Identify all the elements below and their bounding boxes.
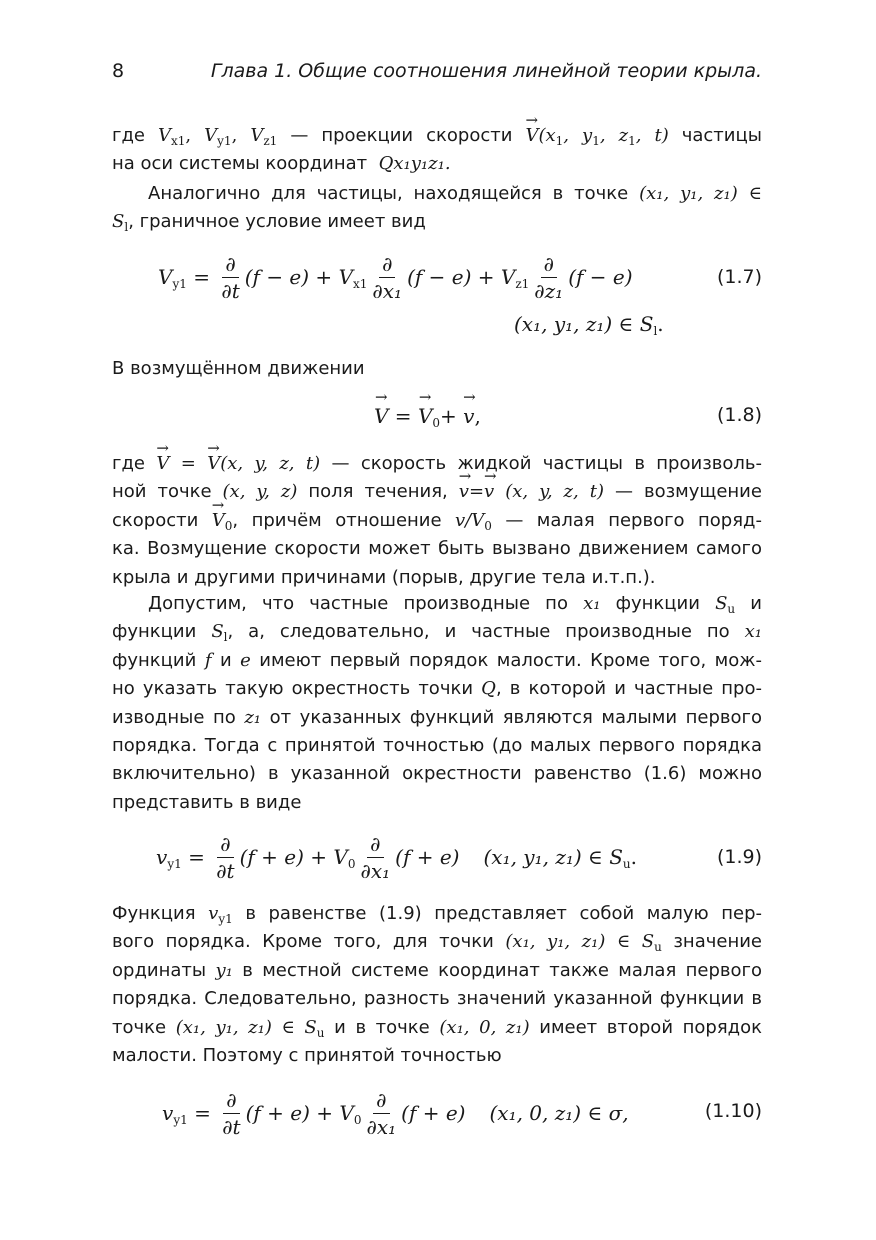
partial-fraction: $\frac{\partial}{\text{∂x₁}}$ xyxy=(360,831,391,883)
partial-fraction: $\frac{\partial}{\partial t}$ xyxy=(222,1087,241,1139)
text-line: точке (x₁, y₁, z₁) ∈ $S_u$ и в точке (x₁, 0, z₁) имеет второй порядок xyxy=(112,1016,762,1040)
math-velocity-vector: → $V(x_1$, $y_1$, $z_1$, t) xyxy=(525,125,668,146)
paragraph-perturbed-motion: В возмущённом движении xyxy=(112,358,365,379)
text-line: ординаты y₁ в местной системе координат также малая первого xyxy=(112,959,762,981)
text-line: порядка. Следовательно, разность значений указанной функции в xyxy=(112,988,762,1010)
text-line: но указать такую окрестность точки Q, в которой и частные про- xyxy=(112,678,762,700)
partial-fraction: $\frac{\partial}{\partial t}$ xyxy=(221,251,240,303)
paragraph-assumption xyxy=(112,590,762,817)
text-line: малости. Поэтому с принятой точностью xyxy=(112,1044,502,1066)
text-line: представить в виде xyxy=(112,791,302,813)
text-line: вого порядка. Кроме того, для точки (x₁, y₁, z₁) ∈ $S_u$ значение xyxy=(112,931,762,955)
equation-1-9 xyxy=(112,826,762,890)
text-line: ной точке (x, y, z) поля течения, → v=→ v (x, y, z, t) — возмущение xyxy=(112,478,762,506)
equation-number: (1.10) xyxy=(704,1100,762,1122)
paragraph-function-vy1 xyxy=(112,900,762,1070)
equation-number: (1.9) xyxy=(716,846,762,868)
book-page xyxy=(112,0,762,1240)
text-line: $S_l$, граничное условие имеет вид xyxy=(112,211,426,235)
text-line: включительно) в указанной окрестности равенство (1.6) можно xyxy=(112,763,762,785)
equation-body: $v_{y1}$ = $\frac{\partial}{\partial t}$ (f + e) + $V_0$ $\frac{\partial}{\text{∂x₁}}$ (f + e) (x₁, y₁, z₁) ∈ $S_u$. xyxy=(156,831,638,883)
equation-1-10 xyxy=(112,1082,762,1146)
text-line: изводные по z₁ от указанных функций являются малыми первого xyxy=(112,706,762,728)
math-coordinate-system: Qx₁y₁z₁. xyxy=(378,153,451,175)
paragraph-boundary-intro xyxy=(112,180,762,237)
chapter-title: Глава 1. Общие соотношения линейной теории крыла. xyxy=(210,60,762,82)
equation-body: → V = → $V_0$ + → v , xyxy=(374,400,481,432)
equation-1-7 xyxy=(112,246,762,346)
equation-1-8 xyxy=(112,396,762,436)
paragraph-projections xyxy=(112,122,762,179)
partial-fraction: $\frac{\partial}{\text{∂x₁}}$ xyxy=(372,251,403,303)
text-line: ка. Возмущение скорости может быть вызвано движением самого xyxy=(112,538,762,560)
text-line: функции $S_l$, а, следовательно, и частные производные по x₁ xyxy=(112,621,762,645)
equation-body: $V_{y1}$ = $\frac{\partial}{\partial t}$ (f − e) + $V_{x1}$ $\frac{\partial}{\text{∂x₁}}$ (f − e) + $V_{z1}$ $\frac{\partial}{\text{∂z₁}}$ (f − e) xyxy=(158,251,633,303)
text-line: функций f и e имеют первый порядок малости. Кроме того, мож- xyxy=(112,649,762,671)
text-line: крыла и другими причинами (порыв, другие тела и.т.п.). xyxy=(112,566,656,588)
text-line: порядка. Тогда с принятой точностью (до малых первого порядка xyxy=(112,734,762,756)
text-line: Аналогично для частицы, находящейся в точке (x₁, y₁, z₁) ∈ xyxy=(148,183,762,204)
text-line: где → V = → V(x, y, z, t) — скорость жидкой частицы в произволь- xyxy=(112,450,762,478)
math-sl: $S_l$ xyxy=(112,211,129,235)
text-line: скорости → $V_0$, причём отношение $v/V_0$ — малая первого поряд- xyxy=(112,507,762,535)
math-point: (x₁, y₁, z₁) ∈ xyxy=(639,183,762,204)
paragraph-velocity-definition xyxy=(112,450,762,592)
text-line: Допустим, что частные производные по x₁ функции $S_u$ и xyxy=(148,593,762,616)
text-line: Функция $v_{y1}$ в равенстве (1.9) представляет собой малую пер- xyxy=(112,903,762,926)
partial-fraction: $\frac{\partial}{\text{∂x₁}}$ xyxy=(366,1087,397,1139)
partial-fraction: $\frac{\partial}{\text{∂z₁}}$ xyxy=(534,251,564,303)
equation-number: (1.7) xyxy=(716,266,762,288)
text-line: где $V_{x1}$, $V_{y1}$, $V_{z1}$ — проекции скорости → $V(x_1$, $y_1$, $z_1$, t) частицы xyxy=(112,122,762,150)
math-vx1: $V_{x1}$, $V_{y1}$, $V_{z1}$ xyxy=(158,125,278,148)
running-header xyxy=(112,60,762,90)
text-line: на оси системы координат Qx₁y₁z₁. xyxy=(112,153,451,175)
page-number: 8 xyxy=(112,60,125,82)
partial-fraction: $\frac{\partial}{\partial t}$ xyxy=(216,831,235,883)
equation-domain: (x₁, y₁, z₁) ∈ $S_l$. xyxy=(514,312,664,338)
equation-number: (1.8) xyxy=(716,404,762,426)
equation-body: $v_{y1}$ = $\frac{\partial}{\partial t}$ (f + e) + $V_0$ $\frac{\partial}{\text{∂x₁}}$ (f + e) (x₁, 0, z₁) ∈ σ, xyxy=(162,1087,629,1139)
